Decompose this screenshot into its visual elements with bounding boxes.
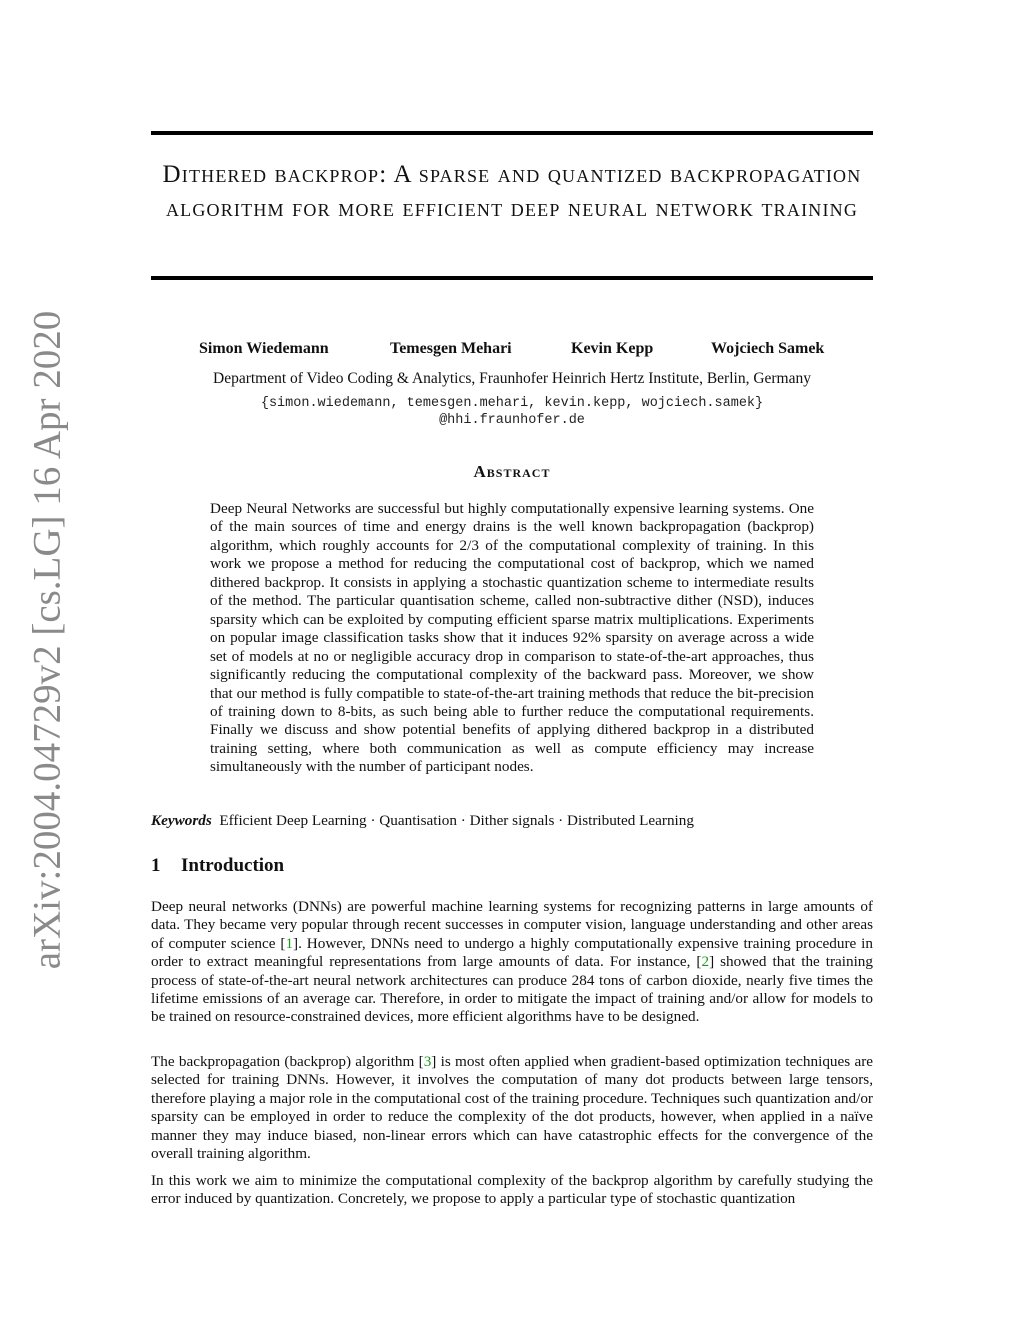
paper-title: Dithered backprop: A sparse and quantized backpropagation algorithm for more efficient deep neural network training bbox=[162, 161, 862, 222]
title-top-rule bbox=[151, 131, 873, 135]
author-name: Wojciech Samek bbox=[711, 340, 825, 357]
email-domain: @hhi.fraunhofer.de bbox=[439, 413, 585, 428]
abstract-heading: Abstract bbox=[473, 462, 551, 481]
arxiv-stamp: arXiv:2004.04729v2 [cs.LG] 16 Apr 2020 bbox=[25, 310, 69, 970]
author-name: Temesgen Mehari bbox=[390, 340, 512, 357]
keywords-line bbox=[151, 812, 873, 830]
paragraph-text: The backpropagation (backprop) algorithm [ bbox=[151, 1053, 424, 1070]
author-name: Kevin Kepp bbox=[571, 340, 654, 357]
author-name: Simon Wiedemann bbox=[199, 340, 329, 357]
author-list bbox=[151, 340, 873, 360]
keywords-label: Keywords bbox=[151, 812, 212, 829]
citation-link[interactable]: 3 bbox=[423, 1053, 432, 1070]
affiliation: Department of Video Coding & Analytics, Fraunhofer Heinrich Hertz Institute, Berlin, Germany bbox=[213, 370, 811, 387]
author-emails bbox=[151, 395, 873, 429]
section-heading bbox=[151, 855, 284, 877]
citation-link[interactable]: 2 bbox=[701, 953, 710, 971]
paragraph-text: Deep neural networks (DNNs) are powerful machine learning systems for recognizing patterns in large amounts of data. They became very popular through recent successes in computer vision, language understanding and other areas of computer science [ bbox=[151, 898, 873, 952]
section-title: Introduction bbox=[181, 855, 285, 876]
email-line: {simon.wiedemann, temesgen.mehari, kevin.kepp, wojciech.samek} bbox=[260, 396, 764, 411]
paragraph-text: ] is most often applied when gradient-based optimization techniques are selected for training DNNs. However, it involves the computation of many dot products between large tensors, therefore playing a major role in the computational cost of the training procedure. Techniques such quantization and/or sparsity can be employed in order to reduce the complexity of the dot products, however, when applied in a naïve manner they may induce biased, non-linear errors which can have catastrophic effects for the convergence of the overall training algorithm. bbox=[151, 1053, 873, 1163]
intro-paragraph-3: In this work we aim to minimize the computational complexity of the backprop algorithm by carefully studying the error induced by quantization. Concretely, we propose to apply a particular type of stochastic quantization bbox=[151, 1172, 873, 1208]
citation-link[interactable]: 1 bbox=[285, 934, 294, 952]
title-bottom-rule bbox=[151, 276, 873, 280]
intro-paragraph-2 bbox=[151, 1053, 873, 1163]
section-number: 1 bbox=[151, 855, 161, 876]
abstract-text: Deep Neural Networks are successful but highly computationally expensive learning systems. One of the main sources of time and energy drains is the well known backpropagation (backprop) algorithm, which roughly accounts for 2/3 of the computational complexity of training. In this work we propose a method for reducing the computational cost of backprop, which we named dithered backprop. It consists in applying a stochastic quantization scheme to intermediate results of the method. The particular quantisation scheme, called non-subtractive dither (NSD), induces sparsity which can be exploited by computing efficient sparse matrix multiplications. Experiments on popular image classification tasks show that it induces 92% sparsity on average across a wide set of models at no or negligible accuracy drop in comparison to state-of-the-art approaches, thus significantly reducing the computational complexity of the backward pass. Moreover, we show that our method is fully compatible to state-of-the-art training methods that reduce the bit-precision of training down to 8-bits, as such being able to further reduce the computational requirements. Finally we discuss and show potential benefits of applying dithered backprop in a distributed training setting, where both communication as well as compute efficiency may increase simultaneously with the number of participant nodes. bbox=[210, 500, 814, 776]
paragraph-text: ]. However, DNNs need to undergo a highly computationally expensive training procedure in order to extract meaningful representations from large amounts of data. For instance, [ bbox=[151, 934, 873, 971]
intro-paragraph-1 bbox=[151, 898, 873, 1027]
keywords-text: Efficient Deep Learning · Quantisation · Dither signals · Distributed Learning bbox=[219, 812, 694, 829]
paragraph-text: ] showed that the training process of state-of-the-art neural network architectures can produce 284 tons of carbon dioxide, nearly five times the lifetime emissions of an average car. Therefore, in order to mitigate the impact of training and/or allow for models to be trained on resource-constrained devices, more efficient algorithms have to be designed. bbox=[151, 953, 873, 1026]
